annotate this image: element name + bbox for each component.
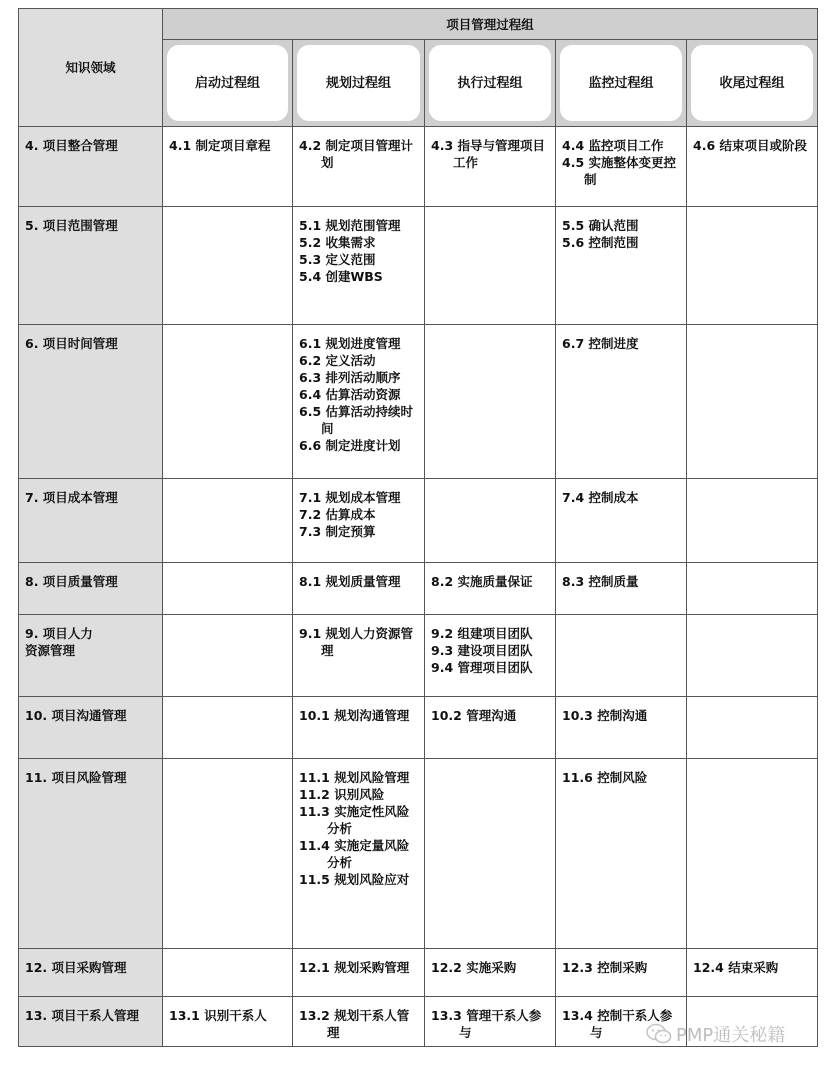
process-item: 5.4 创建WBS xyxy=(299,269,383,284)
process-item: 7.3 制定预算 xyxy=(299,524,376,539)
process-cell xyxy=(163,479,293,563)
process-item: 5.1 规划范围管理 xyxy=(299,218,401,233)
process-cell xyxy=(163,697,293,759)
process-cell xyxy=(425,697,556,759)
process-cell xyxy=(293,697,425,759)
group-header-label: 启动过程组 xyxy=(167,45,288,121)
process-cell xyxy=(163,949,293,997)
process-item: 4.6 结束项目或阶段 xyxy=(693,138,807,153)
process-cell xyxy=(556,697,687,759)
process-item: 6.1 规划进度管理 xyxy=(299,336,401,351)
knowledge-area-cell xyxy=(19,697,163,759)
knowledge-area-label: 12. 项目采购管理 xyxy=(25,960,127,975)
process-item: 11.5 规划风险应对 xyxy=(299,872,410,887)
knowledge-area-label: 7. 项目成本管理 xyxy=(25,490,118,505)
knowledge-area-cell xyxy=(19,759,163,949)
process-item: 6.7 控制进度 xyxy=(562,336,639,351)
process-cell xyxy=(687,207,818,325)
process-item: 9.3 建设项目团队 xyxy=(431,643,533,658)
group-header-label: 监控过程组 xyxy=(560,45,682,121)
process-cell xyxy=(425,615,556,697)
process-cell xyxy=(163,759,293,949)
process-cell xyxy=(163,997,293,1047)
process-item: 9.2 组建项目团队 xyxy=(431,626,533,641)
process-item: 13.1 识别干系人 xyxy=(169,1008,267,1023)
knowledge-area-label: 13. 项目干系人管理 xyxy=(25,1008,139,1023)
process-item: 4.3 指导与管理项目工作 xyxy=(431,138,545,170)
process-item: 5.3 定义范围 xyxy=(299,252,376,267)
group-header-label: 执行过程组 xyxy=(429,45,551,121)
watermark-text: PMP通关秘籍 xyxy=(676,1025,786,1046)
knowledge-area-cell xyxy=(19,949,163,997)
process-item: 13.4 控制干系人参与 xyxy=(562,1008,673,1040)
process-cell xyxy=(687,563,818,615)
knowledge-area-cell xyxy=(19,127,163,207)
process-item: 4.5 实施整体变更控制 xyxy=(562,155,676,187)
process-item: 12.4 结束采购 xyxy=(693,960,779,975)
table-row xyxy=(19,207,818,325)
process-item: 10.2 管理沟通 xyxy=(431,708,517,723)
table-row xyxy=(19,325,818,479)
process-item: 5.5 确认范围 xyxy=(562,218,639,233)
process-item: 13.2 规划干系人管理 xyxy=(299,1008,410,1040)
process-item: 11.6 控制风险 xyxy=(562,770,648,785)
process-cell xyxy=(293,949,425,997)
knowledge-area-cell xyxy=(19,325,163,479)
process-item: 7.4 控制成本 xyxy=(562,490,639,505)
process-cell xyxy=(425,325,556,479)
process-cell xyxy=(293,759,425,949)
knowledge-area-label: 5. 项目范围管理 xyxy=(25,218,118,233)
process-item: 6.4 估算活动资源 xyxy=(299,387,401,402)
knowledge-area-label: 6. 项目时间管理 xyxy=(25,336,118,351)
table-row xyxy=(19,563,818,615)
process-cell xyxy=(425,207,556,325)
process-item: 4.4 监控项目工作 xyxy=(562,138,664,153)
watermark xyxy=(646,1017,826,1051)
process-cell xyxy=(556,325,687,479)
process-cell xyxy=(163,563,293,615)
process-cell xyxy=(687,697,818,759)
table-row xyxy=(19,949,818,997)
process-item: 7.2 估算成本 xyxy=(299,507,376,522)
process-cell xyxy=(556,615,687,697)
process-item: 6.5 估算活动持续时间 xyxy=(299,404,413,436)
process-item: 11.4 实施定量风险分析 xyxy=(299,838,410,870)
knowledge-area-cell xyxy=(19,615,163,697)
process-item: 8.3 控制质量 xyxy=(562,574,639,589)
table-row xyxy=(19,479,818,563)
knowledge-area-header: 知识领域 xyxy=(19,9,163,127)
process-item: 11.1 规划风险管理 xyxy=(299,770,410,785)
group-header-cell xyxy=(556,40,687,127)
process-cell xyxy=(293,207,425,325)
process-cell xyxy=(293,325,425,479)
process-cell xyxy=(425,563,556,615)
process-item: 6.2 定义活动 xyxy=(299,353,376,368)
table-row xyxy=(19,759,818,949)
process-cell xyxy=(425,479,556,563)
group-header-cell xyxy=(163,40,293,127)
process-cell xyxy=(687,479,818,563)
knowledge-area-cell xyxy=(19,207,163,325)
process-cell xyxy=(556,563,687,615)
process-item: 8.1 规划质量管理 xyxy=(299,574,401,589)
process-cell xyxy=(293,997,425,1047)
process-cell xyxy=(687,127,818,207)
process-cell xyxy=(556,949,687,997)
process-item: 12.1 规划采购管理 xyxy=(299,960,410,975)
process-item: 9.4 管理项目团队 xyxy=(431,660,533,675)
process-cell xyxy=(425,759,556,949)
process-cell xyxy=(293,615,425,697)
knowledge-area-label: 10. 项目沟通管理 xyxy=(25,708,127,723)
process-cell xyxy=(293,479,425,563)
process-item: 8.2 实施质量保证 xyxy=(431,574,533,589)
process-cell xyxy=(556,479,687,563)
process-cell xyxy=(163,207,293,325)
process-cell xyxy=(687,615,818,697)
knowledge-area-cell xyxy=(19,997,163,1047)
group-header-cell xyxy=(425,40,556,127)
process-item: 4.1 制定项目章程 xyxy=(169,138,271,153)
process-item: 11.3 实施定性风险分析 xyxy=(299,804,410,836)
process-item: 7.1 规划成本管理 xyxy=(299,490,401,505)
process-cell xyxy=(687,759,818,949)
process-item: 13.3 管理干系人参与 xyxy=(431,1008,542,1040)
process-item: 12.3 控制采购 xyxy=(562,960,648,975)
process-cell xyxy=(556,207,687,325)
table-row xyxy=(19,615,818,697)
process-item: 12.2 实施采购 xyxy=(431,960,517,975)
knowledge-area-label: 9. 项目人力 资源管理 xyxy=(25,626,93,658)
knowledge-area-label: 8. 项目质量管理 xyxy=(25,574,118,589)
process-item: 5.6 控制范围 xyxy=(562,235,639,250)
process-item: 4.2 制定项目管理计划 xyxy=(299,138,413,170)
knowledge-area-cell xyxy=(19,563,163,615)
process-matrix-table xyxy=(18,8,818,1047)
group-header-label: 收尾过程组 xyxy=(691,45,813,121)
process-cell xyxy=(293,127,425,207)
group-header-cell xyxy=(687,40,818,127)
knowledge-area-cell xyxy=(19,479,163,563)
wechat-icon xyxy=(646,1023,672,1045)
table-row xyxy=(19,127,818,207)
process-item: 5.2 收集需求 xyxy=(299,235,376,250)
table-row xyxy=(19,697,818,759)
process-cell xyxy=(163,127,293,207)
knowledge-area-label: 11. 项目风险管理 xyxy=(25,770,127,785)
process-cell xyxy=(163,615,293,697)
process-cell xyxy=(163,325,293,479)
process-item: 10.1 规划沟通管理 xyxy=(299,708,410,723)
process-cell xyxy=(425,997,556,1047)
process-item: 11.2 识别风险 xyxy=(299,787,385,802)
process-item: 6.6 制定进度计划 xyxy=(299,438,401,453)
group-header-cell xyxy=(293,40,425,127)
group-header-label: 规划过程组 xyxy=(297,45,420,121)
process-groups-title: 项目管理过程组 xyxy=(163,9,818,40)
process-cell xyxy=(425,127,556,207)
process-cell xyxy=(556,127,687,207)
process-cell xyxy=(687,949,818,997)
process-cell xyxy=(425,949,556,997)
process-cell xyxy=(687,325,818,479)
table-body xyxy=(19,127,818,1047)
process-cell xyxy=(293,563,425,615)
process-item: 10.3 控制沟通 xyxy=(562,708,648,723)
knowledge-area-label: 4. 项目整合管理 xyxy=(25,138,118,153)
process-item: 6.3 排列活动顺序 xyxy=(299,370,401,385)
process-item: 9.1 规划人力资源管理 xyxy=(299,626,413,658)
process-cell xyxy=(556,759,687,949)
